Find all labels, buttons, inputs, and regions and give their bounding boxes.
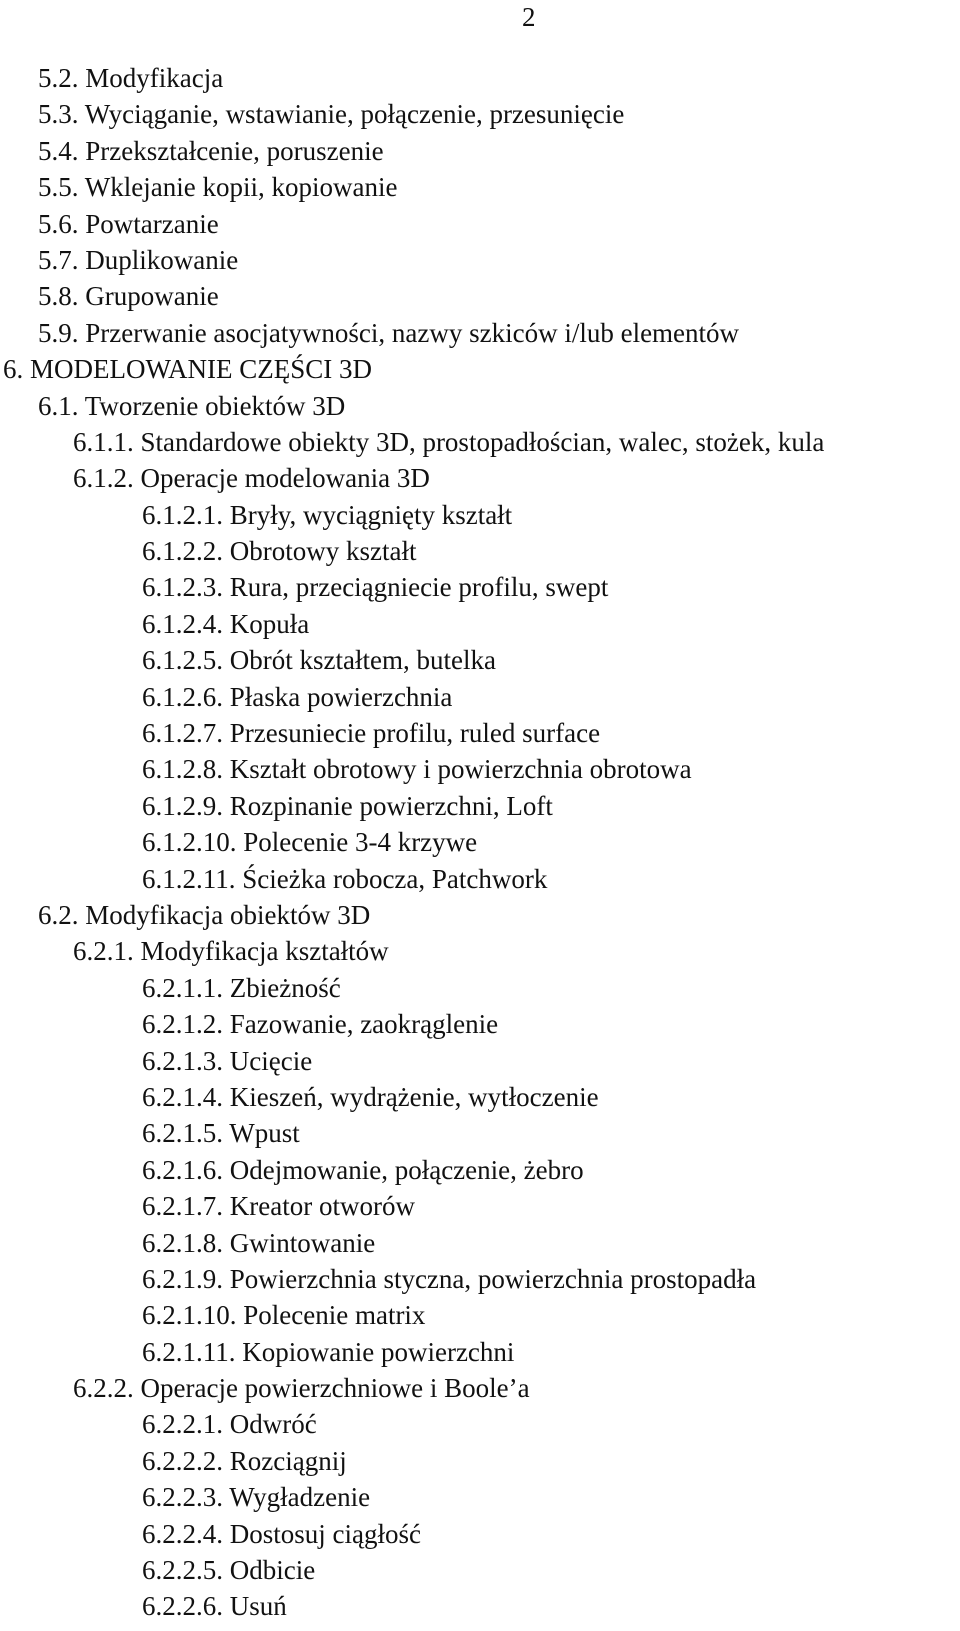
toc-entry: 6.2.2.6. Usuń (142, 1591, 287, 1622)
toc-entry: 6.1.2.7. Przesuniecie profilu, ruled surface (142, 718, 601, 749)
toc-entry: 6.1.2. Operacje modelowania 3D (73, 463, 430, 494)
toc-entry: 6.2.1.11. Kopiowanie powierzchni (142, 1336, 515, 1367)
toc-entry: 6.2.1.9. Powierzchnia styczna, powierzchnia prostopadła (142, 1263, 757, 1294)
toc-entry: 5.9. Przerwanie asocjatywności, nazwy szkiców i/lub elementów (38, 317, 740, 348)
toc-entry: 6.2.1.3. Ucięcie (142, 1045, 313, 1076)
toc-entry: 5.5. Wklejanie kopii, kopiowanie (38, 172, 398, 203)
toc-entry: 6.2.1.10. Polecenie matrix (142, 1300, 426, 1331)
toc-entry: 6.2.1.8. Gwintowanie (142, 1227, 376, 1258)
toc-entry: 6. MODELOWANIE CZĘŚCI 3D (3, 354, 372, 385)
toc-entry: 6.1.2.9. Rozpinanie powierzchni, Loft (142, 790, 553, 821)
toc-entry: 6.2.1.1. Zbieżność (142, 972, 341, 1003)
table-of-contents (0, 60, 960, 1625)
toc-entry: 6.2.2.5. Odbicie (142, 1555, 316, 1586)
toc-entry: 6.1.2.2. Obrotowy kształt (142, 536, 417, 567)
toc-entry: 6.1.1. Standardowe obiekty 3D, prostopadłościan, walec, stożek, kula (73, 426, 825, 457)
page-number: 2 (522, 2, 536, 32)
toc-entry: 6.1.2.3. Rura, przeciągniecie profilu, swept (142, 572, 609, 603)
toc-entry: 6.2.1.5. Wpust (142, 1118, 300, 1149)
toc-entry: 6.2.1.7. Kreator otworów (142, 1191, 415, 1222)
toc-entry: 6.1. Tworzenie obiektów 3D (38, 390, 346, 421)
toc-entry: 6.2.2.2. Rozciągnij (142, 1445, 347, 1476)
toc-entry: 5.3. Wyciąganie, wstawianie, połączenie, przesunięcie (38, 99, 625, 130)
toc-entry: 6.2.2.4. Dostosuj ciągłość (142, 1518, 421, 1549)
toc-entry: 6.2.2.3. Wygładzenie (142, 1482, 371, 1513)
toc-entry: 6.1.2.1. Bryły, wyciągnięty kształt (142, 499, 513, 530)
toc-entry: 6.2. Modyfikacja obiektów 3D (38, 899, 371, 930)
toc-entry: 5.7. Duplikowanie (38, 244, 239, 275)
toc-entry: 6.1.2.5. Obrót kształtem, butelka (142, 645, 496, 676)
toc-entry: 6.2.2. Operacje powierzchniowe i Boole’a (73, 1373, 530, 1404)
toc-entry: 6.1.2.10. Polecenie 3-4 krzywe (142, 827, 478, 858)
toc-entry: 6.1.2.8. Kształt obrotowy i powierzchnia obrotowa (142, 754, 692, 785)
toc-entry: 6.2.1.4. Kieszeń, wydrążenie, wytłoczenie (142, 1081, 599, 1112)
toc-entry: 6.2.1.2. Fazowanie, zaokrąglenie (142, 1009, 499, 1040)
toc-entry: 6.1.2.4. Kopuła (142, 608, 310, 639)
toc-entry: 5.2. Modyfikacja (38, 63, 224, 93)
toc-entry: 6.2.1. Modyfikacja kształtów (73, 936, 389, 967)
toc-entry: 6.2.2.1. Odwróć (142, 1409, 317, 1440)
toc-entry: 6.1.2.11. Ścieżka robocza, Patchwork (142, 863, 548, 894)
toc-entry: 6.2.1.6. Odejmowanie, połączenie, żebro (142, 1154, 584, 1185)
toc-entry: 5.4. Przekształcenie, poruszenie (38, 135, 384, 166)
toc-entry: 5.8. Grupowanie (38, 281, 219, 312)
toc-entry: 6.1.2.6. Płaska powierzchnia (142, 681, 453, 712)
toc-entry: 5.6. Powtarzanie (38, 208, 219, 239)
